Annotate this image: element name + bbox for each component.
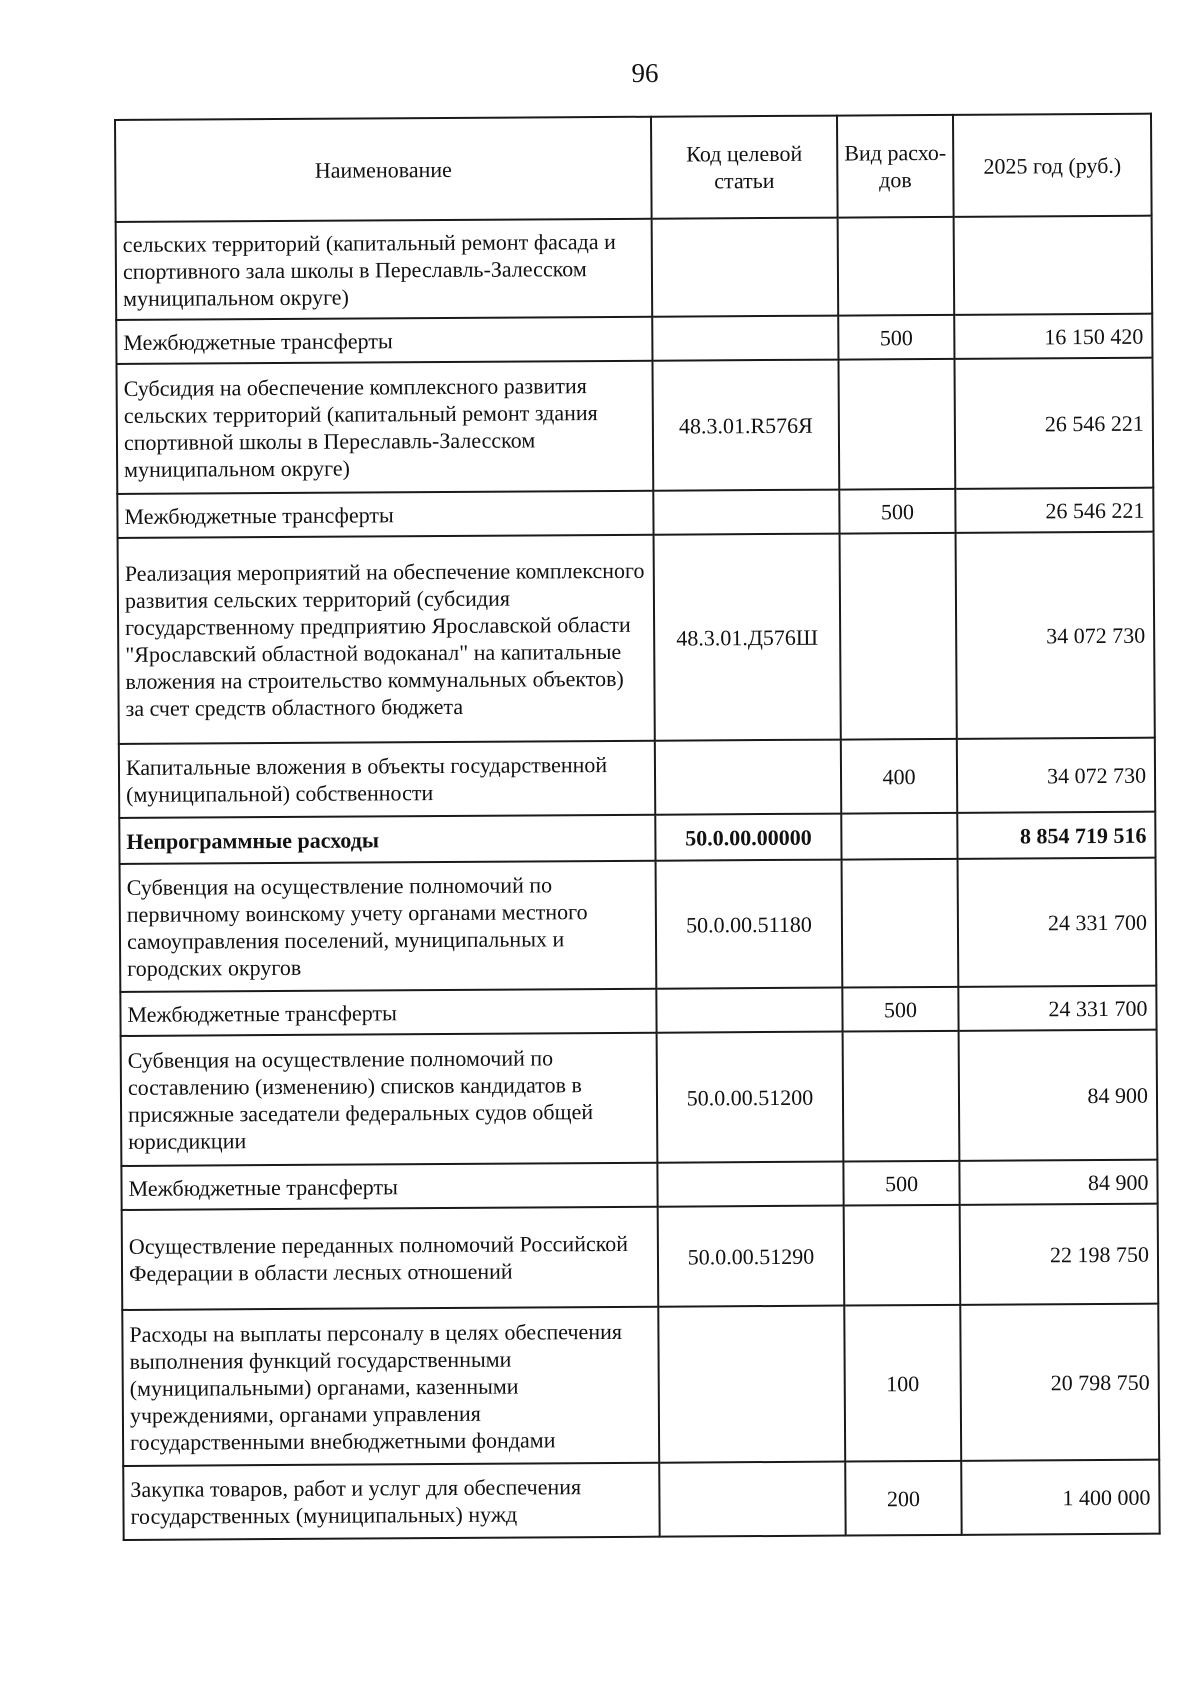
cell-name: Межбюджетные трансферты <box>116 317 652 364</box>
cell-code: 50.0.00.51290 <box>658 1206 845 1307</box>
cell-amount: 20 798 750 <box>960 1304 1159 1461</box>
cell-kind: 200 <box>845 1461 961 1536</box>
cell-amount: 22 198 750 <box>960 1204 1159 1305</box>
cell-name: Субвенция на осуществление полномочий по составлению (изменению) списков кандидатов в присяжные заседатели федеральных судов общей юрисдикции <box>121 1033 658 1166</box>
header-name: Наименование <box>115 117 652 222</box>
cell-name: Реализация мероприятий на обеспечение комплексного развития сельских территорий (субсидия государственному предприятию Ярославской области "Ярославский областной водоканал" на капитальные вложения на строительство коммунальных объектов) за счет средств областного бюджета <box>118 535 655 744</box>
table-row <box>119 738 1155 818</box>
cell-name: Межбюджетные трансферты <box>117 491 653 538</box>
cell-name: Капитальные вложения в объекты государственной (муниципальной) собственности <box>119 741 655 818</box>
cell-kind: 500 <box>843 1161 959 1206</box>
cell-code <box>652 218 839 317</box>
cell-kind: 500 <box>838 315 954 360</box>
cell-name: сельских территорий (капитальный ремонт фасада и спортивного зала школы в Переславль-Залесском муниципальном округе) <box>116 219 653 320</box>
cell-kind <box>843 1031 960 1162</box>
cell-name: Субвенция на осуществление полномочий по первичному воинскому учету органами местного самоуправления поселений, муниципальных и городских округов <box>120 861 657 992</box>
table-row <box>119 812 1155 864</box>
cell-code: 50.0.00.00000 <box>655 814 841 861</box>
table-row <box>120 986 1156 1036</box>
table-row <box>116 216 1153 320</box>
table-row <box>122 1304 1159 1466</box>
cell-code <box>652 316 838 361</box>
cell-amount: 24 331 700 <box>958 858 1157 987</box>
table-body <box>116 216 1160 1540</box>
cell-name: Субсидия на обеспечение комплексного развития сельских территорий (капитальный ремонт здания спортивной школы в Переславль-Залесском муниципальном округе) <box>116 361 653 494</box>
cell-code: 48.3.01.Д576Ш <box>654 534 841 741</box>
cell-amount: 26 546 221 <box>955 488 1153 533</box>
cell-code: 50.0.00.51200 <box>657 1032 844 1163</box>
cell-amount: 24 331 700 <box>958 986 1156 1031</box>
cell-kind <box>842 859 959 988</box>
table-header-row <box>115 114 1152 222</box>
cell-name: Межбюджетные трансферты <box>121 1163 657 1210</box>
table-row <box>123 1460 1159 1540</box>
cell-code <box>655 740 841 815</box>
cell-code <box>656 988 842 1033</box>
cell-amount: 84 900 <box>959 1160 1157 1205</box>
cell-kind: 500 <box>842 987 958 1032</box>
cell-code <box>659 1462 845 1537</box>
cell-amount: 84 900 <box>959 1030 1158 1161</box>
cell-kind <box>844 1205 961 1306</box>
budget-table <box>114 113 1161 1541</box>
cell-amount: 16 150 420 <box>954 314 1152 359</box>
cell-amount: 34 072 730 <box>956 532 1155 739</box>
cell-amount: 8 854 719 516 <box>957 812 1155 859</box>
cell-kind <box>841 813 957 860</box>
cell-name: Расходы на выплаты персоналу в целях обеспечения выполнения функций государственными (муниципальными) органами, казенными учреждениями, органами управления государственными внебюджетными фондами <box>122 1307 659 1466</box>
cell-kind <box>840 533 957 740</box>
table-row <box>121 1030 1158 1166</box>
cell-amount: 34 072 730 <box>957 738 1155 813</box>
cell-amount <box>954 216 1153 315</box>
cell-name: Непрограммные расходы <box>119 815 655 864</box>
table-row <box>122 1204 1159 1310</box>
cell-name: Осуществление переданных полномочий Российской Федерации в области лесных отношений <box>122 1207 659 1310</box>
cell-kind <box>838 359 955 490</box>
table-row <box>118 532 1155 744</box>
cell-code <box>657 1162 843 1207</box>
cell-amount: 1 400 000 <box>961 1460 1159 1535</box>
cell-code: 50.0.00.51180 <box>656 860 843 989</box>
cell-kind: 100 <box>844 1305 961 1462</box>
page-number: 96 <box>631 58 659 88</box>
cell-name: Закупка товаров, работ и услуг для обеспечения государственных (муниципальных) нужд <box>123 1463 659 1540</box>
cell-kind: 500 <box>839 489 955 534</box>
table-row <box>116 358 1153 494</box>
table-row <box>120 858 1157 992</box>
cell-name: Межбюджетные трансферты <box>120 989 656 1036</box>
table-row <box>116 314 1152 364</box>
cell-kind <box>838 217 955 316</box>
table-row <box>121 1160 1157 1210</box>
cell-kind: 400 <box>841 739 957 814</box>
table-row <box>117 488 1153 538</box>
header-code: Код целевой статьи <box>651 116 838 219</box>
cell-code <box>658 1306 845 1463</box>
header-amount: 2025 год (руб.) <box>953 114 1152 217</box>
cell-code: 48.3.01.R576Я <box>652 360 839 491</box>
header-kind: Вид расхо-дов <box>837 115 954 218</box>
cell-amount: 26 546 221 <box>954 358 1153 489</box>
cell-code <box>653 490 839 535</box>
